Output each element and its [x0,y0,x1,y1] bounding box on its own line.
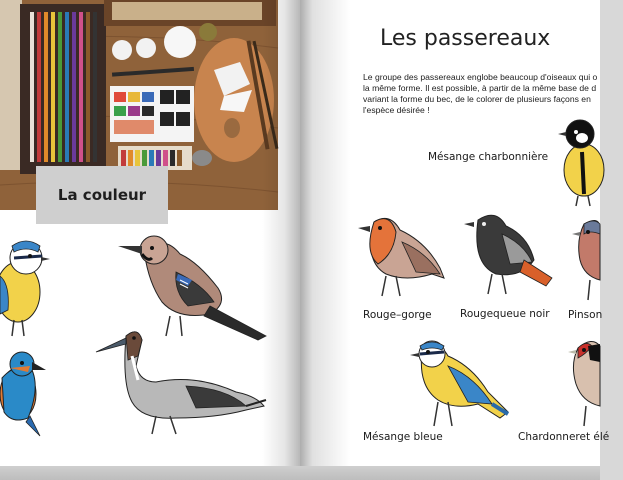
page-title: Les passereaux [380,26,551,51]
robin-illustration [356,212,448,300]
gutter-shadow [262,0,300,480]
blue-tit-illustration [0,236,52,346]
gutter-shadow [300,0,350,480]
pintail-duck-illustration [96,326,266,436]
label-rougequeue-noir: Rougequeue noir [460,308,550,320]
intro-line: Le groupe des passereaux englobe beaucoup d'oiseaux qui o [363,72,598,82]
label-rouge-gorge: Rouge–gorge [363,309,432,321]
label-mesange-charbonniere: Mésange charbonnière [428,151,549,163]
intro-paragraph [363,72,623,116]
chaffinch-illustration [570,214,600,302]
great-tit-illustration [558,118,600,206]
blue-tit-illustration [408,338,512,430]
section-label-box [36,166,168,224]
intro-line: variant la forme du bec, de le colorer de plusieurs façons en [363,94,591,104]
intro-line: l'espèce désirée ! [363,105,430,115]
section-label: La couleur [57,186,147,204]
label-pinson: Pinson [568,309,603,321]
label-mesange-bleue: Mésange bleue [363,431,443,443]
left-page [0,0,300,480]
page-edge [0,466,600,480]
intro-line: la même forme. Il est possible, à partir de la même base de d [363,83,597,93]
kingfisher-illustration [0,348,48,438]
label-chardonneret: Chardonneret élé [518,431,610,443]
goldfinch-illustration [566,336,600,428]
black-redstart-illustration [462,208,552,298]
